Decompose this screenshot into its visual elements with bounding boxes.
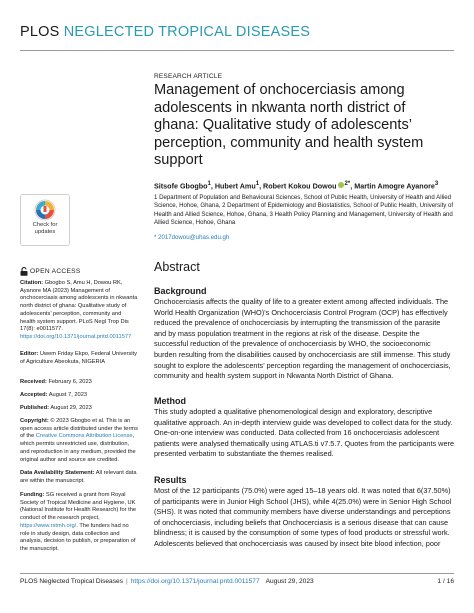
citation-block xyxy=(20,280,138,342)
data-availability-text: All relevant data are within the manuscript. xyxy=(20,470,137,484)
background-heading: Background xyxy=(154,286,207,296)
funding-label: Funding: xyxy=(20,492,45,498)
journal-brand: PLOS xyxy=(20,24,60,40)
method-heading: Method xyxy=(154,396,186,406)
orcid-icon[interactable] xyxy=(338,182,344,188)
open-lock-icon xyxy=(20,267,28,276)
editor-label: Editor: xyxy=(20,351,39,357)
data-availability-block xyxy=(20,470,138,485)
data-availability-label: Data Availability Statement: xyxy=(20,470,95,476)
published-value: August 29, 2023 xyxy=(49,405,92,411)
corresponding-marker: * xyxy=(347,181,351,187)
affiliation-marker: 1 xyxy=(207,181,211,187)
accepted-label: Accepted: xyxy=(20,392,48,398)
citation-doi-link[interactable]: https://doi.org/10.1371/journal.pntd.0011577 xyxy=(20,333,132,340)
received-date xyxy=(20,379,138,387)
footer-divider xyxy=(20,573,454,574)
page-number: 1 / 16 xyxy=(437,578,454,585)
author-name[interactable]: , Martin Amogre Ayanore xyxy=(350,181,435,191)
funding-text: SG received a grant from Royal Society of Tropical Medicine and Hygiene, UK (National Institute for Health Research) for the conduct of the research project, xyxy=(20,492,137,522)
article-title: Management of onchocerciasis among adolescents in nkwanta north district of ghana: Qualitative study of adolescents’ perception, community and health system support xyxy=(154,82,424,169)
received-label: Received: xyxy=(20,379,47,385)
citation-label: Citation: xyxy=(20,280,44,286)
accepted-value: August 7, 2023 xyxy=(47,392,88,398)
copyright-text-end: , which permits unrestricted use, distribution, and reproduction in any medium, provided the original author and source are credited. xyxy=(20,433,136,463)
published-date xyxy=(20,405,138,413)
funding-link[interactable]: https://www.rstmh.org/ xyxy=(20,522,77,529)
footer-journal: PLOS Neglected Tropical Diseases xyxy=(20,578,123,585)
open-access-label: OPEN ACCESS xyxy=(30,268,81,275)
citation-text: Gbogbo S, Amu H, Dowou RK, Ayanore MA (2023) Management of onchocerciasis among adolescents in nkwanta north district of ghana: Qualitative study of adolescents’ perception, community and health system support. PLoS Negl Trop Dis 17(8): e0011577. xyxy=(20,280,138,333)
copyright-block xyxy=(20,418,138,464)
affiliations: 1 Department of Population and Behavioural Sciences, School of Public Health, University of Health and Allied Science, Hohoe, Ghana, 2 Department of Epidemiology and Biostatistics, School of Public Health, University of Health and Allied Science, Hohoe, Ghana, 3 Health Policy Planning and Management, University of Health and Allied Science, Hohoe, Ghana xyxy=(154,194,454,227)
affiliation-marker: 1 xyxy=(255,181,260,187)
results-text: Most of the 12 participants (75.0%) were aged 15–18 years old. It was noted that 6(37.50%) of participants were in Junior High School (JHS), while 4(25.0%) were in Senior High School (SHS). It was noted that community members have diverse understandings and perceptions of onchocerciasis, including beliefs that Onchocerciasis is a serious disease that can cause blindness; it is caused by the consumption of some types of food products or stressful work. Adolescents believed that onchocerciasis was caused by insect bite blood infection, poor xyxy=(154,486,452,548)
author-name[interactable]: , Hubert Amu xyxy=(210,181,256,191)
results-heading: Results xyxy=(154,475,187,485)
copyright-label: Copyright: xyxy=(20,418,49,424)
accepted-date xyxy=(20,392,138,400)
badge-label-line2: updates xyxy=(34,229,56,235)
abstract-heading: Abstract xyxy=(154,260,200,274)
funding-block xyxy=(20,492,138,554)
method-text: This study adopted a qualitative phenomenological design and exploratory, descriptive qualitative approach. An in-depth interview guide was developed to collect data for the study. One-on-one interview was conducted. Data collected from 16 onchocerciasis adolescent patients were analysed thematically using ATLAS.ti v7.5.7. Quotes from the participants were presented verbatim to substantiate the themes realised. xyxy=(154,407,454,459)
corresponding-email[interactable]: * 2017dowou@uhas.edu.gh xyxy=(154,234,230,241)
license-link[interactable]: Creative Commons Attribution License xyxy=(35,433,133,440)
copyright-text: © 2023 Gbogbo et al. This is an open access article distributed under the terms of the xyxy=(20,418,138,440)
article-type: RESEARCH ARTICLE xyxy=(154,73,223,80)
funding-text-end: . The funders had no role in study design, data collection and analysis, decision to publish, or preparation of the manuscript. xyxy=(20,522,136,552)
badge-label xyxy=(21,222,69,236)
affiliation-marker: 2 xyxy=(344,181,348,187)
author-list xyxy=(154,180,454,190)
journal-header xyxy=(20,24,310,40)
footer-date: August 29, 2023 xyxy=(265,578,314,585)
journal-name: NEGLECTED TROPICAL DISEASES xyxy=(63,24,311,40)
affiliation-marker: 3 xyxy=(434,181,439,187)
page-footer: PLOS Neglected Tropical Diseases | https://doi.org/10.1371/journal.pntd.0011577 August 29, 2023 xyxy=(20,578,314,585)
header-divider xyxy=(20,50,454,51)
author-name[interactable]: , Robert Kokou Dowou xyxy=(259,181,337,191)
check-for-updates-badge[interactable] xyxy=(20,194,70,246)
background-text: Onchocerciasis affects the quality of life to a greater extent among affected individuals. The World Health Organization (WHO)’s Onchocerciasis Control Program (OCP) has effectively reduced the prevalence of onchocerciasis by interrupting the transmission of the parasite and by mass population treatment in the regions at risk of the disease. Despite the successful reduction of the prevalence of onchocerciasis by WHO, the socioeconomic burden resulting from the disabilities caused by onchocerciasis are still immense. This study sought to explore the adolescents’ perception regarding the management of onchocerciasis, community and health system support in Nkwanta North District of Ghana. xyxy=(154,297,451,381)
footer-doi-link[interactable]: https://doi.org/10.1371/journal.pntd.0011577 xyxy=(130,578,260,585)
received-value: February 6, 2023 xyxy=(46,379,92,385)
updates-icon xyxy=(34,199,56,221)
editor-text: Uwem Friday Ekpo, Federal University of Agriculture Abeokuta, NIGERIA xyxy=(20,351,137,365)
published-label: Published: xyxy=(20,405,50,411)
editor-block xyxy=(20,351,138,366)
badge-label-line1: Check for xyxy=(32,222,58,228)
author-name[interactable]: Sitsofe Gbogbo xyxy=(154,181,208,191)
